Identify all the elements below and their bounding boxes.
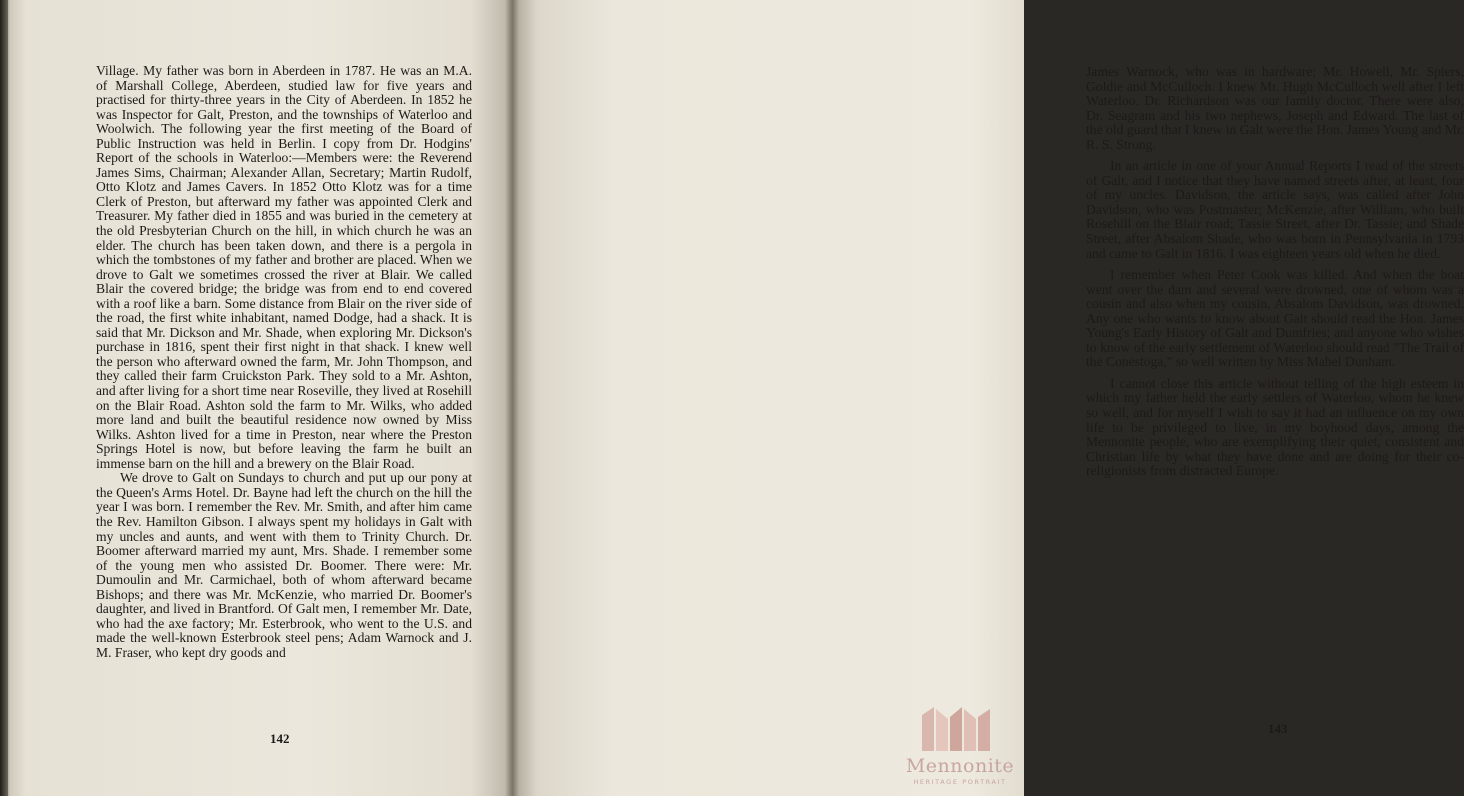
book-gutter bbox=[505, 0, 519, 796]
mennonite-heritage-logo bbox=[900, 705, 1020, 790]
heritage-logo-icon bbox=[920, 705, 992, 753]
right-paragraph-3: I remember when Peter Cook was killed. And when the boat went over the dam and several were drowned, one of whom was a cousin and also when my cousin, Absalom Davidson, was drowned. Any one who wants to know about Galt should read the Hon. James Young's Early History of Galt and Dumfries; and anyone who wishes to know of the early settlement of Waterloo should read "The Trail of the Conestoga," so well written by Miss Mabel Dunham. bbox=[1086, 267, 1464, 370]
watermark-name: Mennonite bbox=[905, 755, 1015, 777]
page-edge bbox=[0, 0, 8, 796]
right-paragraph-2: In an article in one of your Annual Reports I read of the streets of Galt, and I notice that they have named streets after, at least, four of my uncles. Davidson, the article says, was called after John Davidson, who was Postmaster; McKenzie, after William, who built Rosehill on the Blair road; Tassie Street, after Dr. Tassie; and Shade Street, after Absalom Shade, who was born in Pennsylvania in 1793 and came to Galt in 1816. I was eighteen years old when he died. bbox=[1086, 158, 1464, 261]
left-page-text bbox=[96, 64, 472, 660]
left-paragraph-2: We drove to Galt on Sundays to church and put up our pony at the Queen's Arms Hotel. Dr. Bayne had left the church on the hill the year I was born. I remember the Rev. Mr. Smith, and after him came the Rev. Hamilton Gibson. I always spent my holidays in Galt with my uncles and aunts, and went with them to Trinity Church. Dr. Boomer afterward married my aunt, Mrs. Shade. I remember some of the young men who assisted Dr. Boomer. There were: Mr. Dumoulin and Mr. Carmichael, both of whom afterward became Bishops; and there was Mr. McKenzie, who married Dr. Boomer's daughter, and lived in Brantford. Of Galt men, I remember Mr. Date, who had the axe factory; Mr. Esterbrook, who went to the U.S. and made the well-known Esterbrook steel pens; Adam Warnock and J. M. Fraser, who kept dry goods and bbox=[96, 470, 472, 660]
right-page-text bbox=[1086, 65, 1464, 479]
page-number-right: 143 bbox=[1268, 721, 1288, 736]
right-page bbox=[512, 0, 1464, 796]
right-paragraph-1: James Warnock, who was in hardware; Mr. Howell, Mr. Spiers, Goldie and McCulloch. I knew Mr. Hugh McCulloch well after I left Waterloo. Dr. Richardson was our family doctor. There were also, Dr. Seagram and his two nephews, Joseph and Edward. The last of the old guard that I knew in Galt were the Hon. James Young and Mr. R. S. Strong. bbox=[1086, 64, 1464, 152]
watermark-subtitle: HERITAGE PORTRAIT bbox=[913, 778, 1007, 786]
left-paragraph-1: Village. My father was born in Aberdeen in 1787. He was an M.A. of Marshall College, Aberdeen, studied law for five years and practised for thirty-three years in the City of Aberdeen. In 1852 he was Inspector for Galt, Preston, and the townships of Waterloo and Woolwich. The following year the first meeting of the Board of Public Instruction was held in Berlin. I copy from Dr. Hodgins' Report of the schools in Waterloo:—Members were: the Reverend James Sims, Chairman; Alexander Allan, Secretary; Martin Rudolf, Otto Klotz and James Cavers. In 1852 Otto Klotz was for a time Clerk of Preston, but afterward my father was appointed Clerk and Treasurer. My father died in 1855 and was buried in the cemetery at the old Presbyterian Church on the hill, in which church he was an elder. The church has been taken down, and there is a pergola in which the tombstones of my father and brother are placed. When we drove to Galt we sometimes crossed the river at Blair. We called Blair the covered bridge; the bridge was from end to end covered with a roof like a barn. Some distance from Blair on the river side of the road, the first white inhabitant, named Dodge, had a shack. It is said that Mr. Dickson and Mr. Shade, when exploring Mr. Dickson's purchase in 1816, spent their first night in that shack. I knew well the person who afterward owned the farm, Mr. John Thompson, and they called their farm Cruickston Park. They sold to a Mr. Ashton, and after living for a short time near Roseville, they lived at Rosehill on the Blair Road. Ashton sold the farm to Mr. Wilks, who added more land and built the beautiful residence now owned by Miss Wilks. Ashton lived for a time in Preston, near where the Preston Springs Hotel is now, but before leaving the farm he built an immense barn on the hill and a brewery on the Blair Road. bbox=[96, 63, 472, 471]
right-paragraph-4: I cannot close this article without telling of the high esteem in which my father held the early settlers of Waterloo, whom he knew so well, and for myself I wish to say it had an influence on my own life to be privileged to live, in my boyhood days, among the Mennonite people, who are exemplifying their quiet, consistent and Christian life by what they have done and are doing for their co-religionists from distracted Europe. bbox=[1086, 375, 1464, 479]
page-number-left: 142 bbox=[270, 731, 290, 746]
left-page bbox=[0, 0, 512, 796]
